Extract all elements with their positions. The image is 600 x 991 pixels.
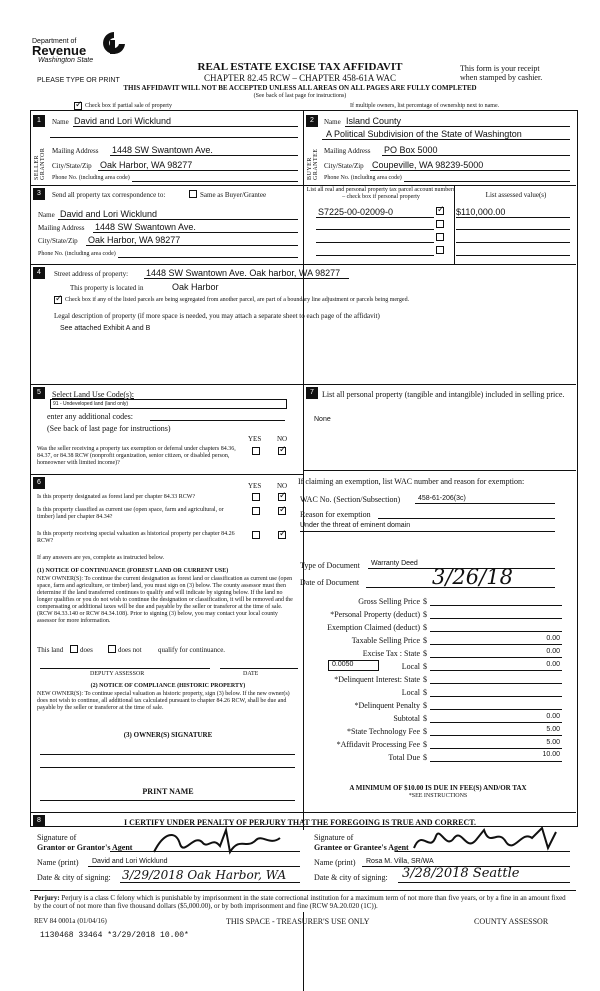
parcel-col-divider — [454, 185, 455, 265]
if-yes-note: If any answers are yes, complete as instructed below. — [37, 555, 165, 561]
buyer-name[interactable]: Island County — [346, 116, 402, 126]
corr-city-line — [86, 245, 298, 246]
same-as-buyer-checkbox[interactable] — [189, 190, 197, 198]
sec5-no: NO — [277, 435, 288, 443]
tax-row-line — [430, 683, 562, 684]
receipt-note-2: when stamped by cashier. — [460, 73, 543, 82]
street-address[interactable]: 1448 SW Swantown Ave. Oak harbor, WA 98277 — [146, 268, 341, 278]
current-use-yes-checkbox[interactable] — [252, 507, 260, 515]
print-name-line[interactable] — [40, 800, 295, 801]
partial-sale-checkbox[interactable] — [74, 102, 82, 110]
forest-no-checkbox[interactable] — [278, 493, 286, 501]
tax-row-label: Gross Selling Price — [358, 597, 420, 606]
treasurer-space: THIS SPACE - TREASURER'S USE ONLY — [226, 917, 370, 926]
treasurer-stamp: 1130468 33464 *3/29/2018 10.00* — [40, 931, 189, 940]
grantor-sig-line — [110, 851, 300, 852]
receipt-note-1: This form is your receipt — [460, 64, 540, 73]
perjury-label: Perjury: — [34, 894, 60, 902]
land-use-label: Select Land Use Code(s): — [52, 390, 134, 399]
tax-row-label: Taxable Selling Price — [351, 636, 420, 645]
grantee-sig-label-1: Signature of — [314, 833, 354, 842]
grantor-signature-icon — [150, 826, 285, 860]
legal-desc-label: Legal description of property (if more space is needed, you may attach a separate sheet to each page of the affidavit) — [54, 312, 380, 320]
notice1-title: (1) NOTICE OF CONTINUANCE (FOREST LAND OR CURRENT USE) — [37, 568, 229, 574]
assessed-line-3 — [456, 242, 570, 243]
sec6-yes: YES — [248, 482, 262, 490]
sec8-top — [30, 812, 576, 813]
tax-row-value[interactable]: 5.00 — [546, 739, 560, 746]
segregated-checkbox[interactable] — [54, 296, 62, 304]
multiple-owners-note: If multiple owners, list percentage of ownership next to name. — [350, 103, 500, 109]
section-number-4: 4 — [33, 267, 45, 279]
minimum-note: A MINIMUM OF $10.00 IS DUE IN FEE(S) AND/OR TAX — [349, 784, 527, 792]
currency-sign: $ — [423, 662, 427, 671]
currency-sign: $ — [423, 597, 427, 606]
seller-name-line — [73, 126, 298, 127]
wac-label: WAC No. (Section/Subsection) — [300, 495, 401, 504]
dept-line3: Washington State — [38, 57, 94, 64]
form-warning: THIS AFFIDAVIT WILL NOT BE ACCEPTED UNLESS ALL AREAS ON ALL PAGES ARE FULLY COMPLETED — [123, 84, 477, 92]
total-due-value[interactable]: 10.00 — [542, 751, 560, 758]
land-does-not-checkbox[interactable] — [108, 645, 116, 653]
parcel-line-4 — [316, 255, 434, 256]
please-type: PLEASE TYPE OR PRINT — [37, 77, 120, 84]
seller-city-label: City/State/Zip — [52, 162, 92, 170]
grantor-date-city[interactable]: 3/29/2018 Oak Harbor, WA — [122, 868, 287, 882]
sec1-bottom — [30, 185, 576, 186]
footer-divider — [303, 912, 304, 991]
form-subtitle: CHAPTER 82.45 RCW – CHAPTER 458-61A WAC — [204, 73, 396, 83]
grantor-name-label: Name (print) — [37, 858, 79, 867]
forest-question: Is this property designated as forest land per chapter 84.33 RCW? — [37, 494, 196, 500]
grantee-name-label: Name (print) — [314, 858, 356, 867]
reason-line-2 — [300, 531, 555, 532]
tax-row-line — [430, 644, 562, 645]
land-does-label: does — [80, 646, 93, 654]
personal-property-value[interactable]: None — [314, 416, 331, 423]
tax-row-line — [430, 748, 562, 749]
tax-row-value[interactable]: 0.00 — [546, 648, 560, 655]
corr-mailing[interactable]: 1448 SW Swantown Ave. — [95, 222, 196, 232]
additional-codes-input[interactable] — [150, 420, 285, 421]
sec5-yes: YES — [248, 435, 262, 443]
land-does-not-label: does not — [118, 646, 142, 654]
notice2-body: NEW OWNER(S): To continue special valuation as historic property, sign (3) below. If the new owner(s) does not wish to continue, all additional tax calculated pursuant to chapter 84.26 RCW, shall be due and payable by the seller or transferor at the time of sale. — [37, 691, 290, 711]
buyer-name-line-2 — [322, 139, 570, 140]
currency-sign: $ — [423, 740, 427, 749]
tax-row-line — [430, 696, 562, 697]
street-line — [144, 278, 349, 279]
tax-row-line — [430, 670, 562, 671]
buyer-mailing-label: Mailing Address — [324, 147, 371, 155]
assessed-line-1 — [456, 217, 570, 218]
local-rate[interactable]: 0.0050 — [328, 660, 379, 671]
perjury-text: Perjury is a class C felony which is punishable by imprisonment in the state correctional institution for a maximum term of not more than five years, or by a fine in an amount fixed by the court of not more than five thousand dollars ($5,000.00), or by both imprisonment and fine (RCW 9A.20.020 (1C)). — [34, 894, 566, 910]
dor-logo — [32, 30, 152, 70]
doc-date-handwritten[interactable]: 3/26/18 — [432, 565, 513, 589]
see-instructions: *SEE INSTRUCTIONS — [408, 793, 468, 799]
owner-signature-line[interactable] — [40, 754, 295, 755]
seller-name[interactable]: David and Lori Wicklund — [74, 116, 172, 126]
grantee-sig-line — [395, 851, 570, 852]
exemption-question: Was the seller receiving a property tax exemption or deferral under chapters 84.36, 84.37, or 84.38 RCW (nonprofit organization, senior citizen, or disabled person, homeowner with limited income)? — [37, 446, 236, 466]
seller-city-line — [98, 170, 298, 171]
parcels-header: List all real and personal property tax parcel account numbers – check box if personal property — [306, 187, 456, 200]
currency-sign: $ — [423, 610, 427, 619]
historic-no-checkbox[interactable] — [278, 531, 286, 539]
form-number: REV 84 0001a (01/04/16) — [34, 917, 107, 925]
parcel-number[interactable]: S7225-00-02009-0 — [318, 207, 394, 217]
parcel-personal-checkbox-1[interactable] — [436, 207, 444, 215]
notice2-title: (2) NOTICE OF COMPLIANCE (HISTORIC PROPERTY) — [90, 683, 246, 689]
land-use-see-back: (See back of last page for instructions) — [47, 424, 171, 433]
grantee-date-label: Date & city of signing: — [314, 873, 388, 882]
tax-row-line — [430, 618, 562, 619]
footer-top — [30, 890, 576, 891]
assessed-header: List assessed value(s) — [485, 191, 547, 199]
reason-line — [378, 518, 555, 519]
sec4-bottom — [30, 384, 576, 385]
buyer-side-label: BUYER GRANTEE — [307, 148, 319, 180]
grantee-date-line — [398, 882, 570, 883]
buyer-city[interactable]: Coupeville, WA 98239-5000 — [372, 160, 484, 170]
tax-row-label: Excise Tax : State — [362, 649, 420, 658]
additional-codes-label: enter any additional codes: — [47, 412, 133, 421]
section-number-1: 1 — [33, 115, 45, 127]
perjury-note — [34, 894, 574, 910]
seller-name-label: Name — [52, 118, 69, 126]
historic-yes-checkbox[interactable] — [252, 531, 260, 539]
personal-property-label: List all personal property (tangible and intangible) included in selling price. — [322, 390, 565, 399]
buyer-name-label: Name — [324, 118, 341, 126]
notice1-body: NEW OWNER(S): To continue the current designation as forest land or classification as current use (open space, farm and agriculture, or timber) land, you must sign on (3) below. The county assessor must then determine if the land transferred continues to qualify and will indicate by signing below. If the land no longer qualifies or you do not wish to continue the designation or classification, it will be removed and the compensating or additional taxes will be due and payable by the seller or transferor at the time of sale. (RCW 84.33.140 or RCW 84.34.108). Prior to signing (3) below, you may contact your local county assessor for more information. — [37, 576, 293, 624]
grantor-date-label: Date & city of signing: — [37, 873, 111, 882]
currency-sign: $ — [423, 649, 427, 658]
located-label: This property is located in — [70, 284, 144, 292]
buyer-city-label: City/State/Zip — [324, 162, 364, 170]
corr-phone-label: Phone No. (including area code) — [38, 251, 116, 257]
grantor-date-line — [120, 882, 300, 883]
tax-row-line — [430, 722, 562, 723]
dor-logo-mark-icon — [100, 30, 128, 56]
currency-sign: $ — [423, 675, 427, 684]
corr-city-label: City/State/Zip — [38, 237, 78, 245]
tax-row-line — [430, 657, 562, 658]
seller-mailing-label: Mailing Address — [52, 147, 99, 155]
sec7-split — [303, 470, 576, 471]
parcel-line-1 — [316, 217, 434, 218]
tax-table — [300, 592, 572, 752]
tax-row-label: Local — [401, 662, 420, 671]
sec6-no: NO — [277, 482, 288, 490]
tax-row-label: *Delinquent Interest: State — [334, 675, 420, 684]
doc-type-label: Type of Document — [300, 561, 360, 570]
buyer-name-2[interactable]: A Political Subdivision of the State of Washington — [326, 129, 522, 139]
grantor-sig-label-1: Signature of — [37, 833, 77, 842]
tax-row-label-total: Total Due — [388, 753, 420, 762]
owner-signature-label: (3) OWNER(S) SIGNATURE — [123, 731, 213, 739]
seller-city[interactable]: Oak Harbor, WA 98277 — [100, 160, 193, 170]
currency-sign: $ — [423, 623, 427, 632]
qualify-label: qualify for continuance. — [158, 646, 226, 654]
street-label: Street address of property: — [54, 270, 129, 278]
current-use-question: Is this property classified as current use (open space, farm and agricultural, or timber) land per chapter 84.34? — [37, 507, 224, 520]
currency-sign: $ — [423, 727, 427, 736]
county-assessor: COUNTY ASSESSOR — [474, 917, 549, 926]
tax-row-label: Local — [401, 688, 420, 697]
owner-signature-line-2[interactable] — [40, 767, 295, 768]
certify-statement: I CERTIFY UNDER PENALTY OF PERJURY THAT THE FOREGOING IS TRUE AND CORRECT. — [123, 818, 476, 827]
wac-line — [415, 503, 555, 504]
deputy-assessor-line[interactable] — [40, 668, 210, 669]
forest-yes-checkbox[interactable] — [252, 493, 260, 501]
grantee-sig-label-2: Grantee or Grantee's Agent — [314, 843, 409, 852]
corr-mailing-line — [93, 232, 298, 233]
section-number-3: 3 — [33, 188, 45, 200]
seller-name-line-2 — [50, 137, 298, 138]
tax-row-label: *Delinquent Penalty — [354, 701, 420, 710]
parcel-personal-checkbox-3[interactable] — [436, 233, 444, 241]
assessor-date-line[interactable] — [220, 668, 298, 669]
send-correspondence-label: Send all property tax correspondence to: — [52, 191, 166, 199]
doc-type-value[interactable]: Warranty Deed — [371, 560, 418, 567]
corr-name[interactable]: David and Lori Wicklund — [60, 209, 158, 219]
assessed-value[interactable]: $110,000.00 — [456, 207, 506, 217]
assessor-date-label: DATE — [243, 671, 259, 677]
buyer-mailing-line — [382, 155, 570, 156]
buyer-phone-label: Phone No. (including area code) — [324, 175, 402, 181]
reason-value[interactable]: Under the threat of eminent domain — [300, 522, 411, 529]
section-number-5: 5 — [33, 387, 45, 399]
parcel-personal-checkbox-2[interactable] — [436, 220, 444, 228]
corr-mailing-label: Mailing Address — [38, 224, 85, 232]
buyer-phone-line — [404, 181, 570, 182]
historic-question: Is this property receiving special valuation as historical property per chapter 84.26 RCW? — [37, 531, 235, 544]
grantee-date-city[interactable]: 3/28/2018 Seattle — [402, 866, 520, 881]
doc-date-label: Date of Document — [300, 578, 360, 587]
currency-sign: $ — [423, 753, 427, 762]
tax-row-label: Exemption Claimed (deduct) — [327, 623, 420, 632]
tax-row-value[interactable]: 0.00 — [546, 635, 560, 642]
tax-row-value[interactable]: 0.00 — [546, 713, 560, 720]
deputy-assessor-label: DEPUTY ASSESSOR — [90, 671, 145, 677]
partial-sale-label: Check box if partial sale of property — [85, 103, 172, 109]
buyer-mailing[interactable]: PO Box 5000 — [384, 145, 438, 155]
tax-row-value[interactable]: 5.00 — [546, 726, 560, 733]
grantee-signature[interactable] — [410, 824, 560, 862]
currency-sign: $ — [423, 714, 427, 723]
grantee-name[interactable]: Rosa M. Villa, SR/WA — [366, 858, 434, 865]
currency-sign: $ — [423, 688, 427, 697]
tax-row-label: *State Technology Fee — [346, 727, 420, 736]
corr-phone-line — [118, 257, 298, 258]
wac-value[interactable]: 458-61-206(3c) — [418, 495, 466, 502]
see-back-header: (See back of last page for instructions) — [253, 93, 347, 99]
land-use-select[interactable]: 91 - Undeveloped land (land only) — [50, 399, 287, 409]
this-land-label: This land — [37, 646, 64, 654]
seller-phone-line — [132, 181, 298, 182]
dept-line2: Revenue — [32, 43, 87, 58]
buyer-city-line — [370, 170, 570, 171]
currency-sign: $ — [423, 636, 427, 645]
grantor-name[interactable]: David and Lori Wicklund — [92, 858, 168, 865]
grantee-signature-icon — [410, 824, 560, 858]
sec5-bottom — [30, 474, 303, 475]
tax-row-line — [430, 631, 562, 632]
seller-phone-label: Phone No. (including area code) — [52, 175, 130, 181]
exemption-claim-label: If claiming an exemption, list WAC number and reason for exemption: — [298, 477, 525, 486]
seller-side-label: SELLER GRANTOR — [34, 147, 46, 180]
sec3-bottom — [30, 264, 576, 265]
tax-row-label: *Affidavit Processing Fee — [336, 740, 420, 749]
tax-row-line — [430, 709, 562, 710]
seller-mailing[interactable]: 1448 SW Swantown Ave. — [112, 145, 213, 155]
print-name-label: PRINT NAME — [142, 787, 194, 796]
same-as-buyer-label: Same as Buyer/Grantee — [200, 191, 267, 199]
section-number-7: 7 — [306, 387, 318, 399]
exemption-no-checkbox[interactable] — [278, 447, 286, 455]
grantor-signature[interactable] — [150, 826, 285, 866]
tax-row-label: Subtotal — [393, 714, 420, 723]
parcel-line-2 — [316, 229, 434, 230]
currency-sign: $ — [423, 701, 427, 710]
grantor-name-line — [88, 866, 300, 867]
tax-row-line — [430, 605, 562, 606]
total-line — [430, 761, 562, 762]
section-number-6: 6 — [33, 477, 45, 489]
tax-row-label: *Personal Property (deduct) — [330, 610, 420, 619]
dept-line1: Department of — [32, 38, 77, 45]
buyer-name-line — [345, 126, 570, 127]
corr-name-line — [58, 219, 298, 220]
located-city[interactable]: Oak Harbor — [172, 282, 219, 292]
corr-city[interactable]: Oak Harbor, WA 98277 — [88, 235, 181, 245]
form-title: REAL ESTATE EXCISE TAX AFFIDAVIT — [197, 61, 403, 73]
doc-date-line — [366, 587, 555, 588]
assessed-line-2 — [456, 229, 570, 230]
land-does-checkbox[interactable] — [70, 645, 78, 653]
assessed-line-4 — [456, 255, 570, 256]
seller-mailing-line — [110, 155, 298, 156]
tax-row-value[interactable]: 0.00 — [546, 661, 560, 668]
grantor-sig-label-2: Grantor or Grantor's Agent — [37, 843, 133, 852]
current-use-no-checkbox[interactable] — [278, 507, 286, 515]
corr-name-label: Name — [38, 211, 55, 219]
reason-label: Reason for exemption — [300, 510, 371, 519]
section-number-2: 2 — [306, 115, 318, 127]
exemption-yes-checkbox[interactable] — [252, 447, 260, 455]
legal-desc[interactable]: See attached Exhibit A and B — [60, 325, 151, 332]
section-number-8: 8 — [33, 815, 45, 827]
tax-row-line — [430, 735, 562, 736]
segregated-label: Check box if any of the listed parcels are being segregated from another parcel, are part of a boundary line adjustment or parcels being merged. — [65, 297, 410, 303]
parcel-line-3 — [316, 242, 434, 243]
parcel-personal-checkbox-4[interactable] — [436, 246, 444, 254]
